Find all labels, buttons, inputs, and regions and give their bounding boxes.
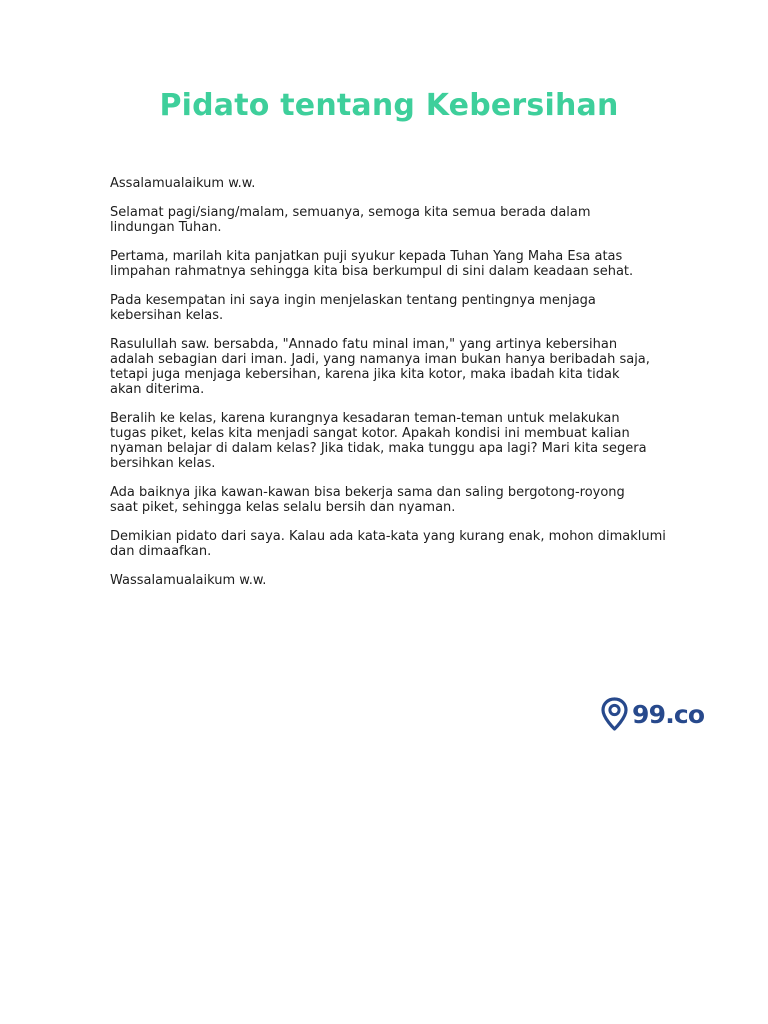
paragraph-line: saat piket, sehingga kelas selalu bersih dan nyaman. <box>110 500 456 515</box>
paragraph <box>110 485 690 515</box>
paragraph-line: nyaman belajar di dalam kelas? Jika tidak, maka tunggu apa lagi? Mari kita segera <box>110 441 647 456</box>
paragraph-line: Ada baiknya jika kawan-kawan bisa bekerja sama dan saling bergotong-royong <box>110 485 625 500</box>
paragraph-line: adalah sebagian dari iman. Jadi, yang namanya iman bukan hanya beribadah saja, <box>110 352 650 367</box>
paragraph-line: Beralih ke kelas, karena kurangnya kesadaran teman-teman untuk melakukan <box>110 411 620 426</box>
page-title: Pidato tentang Kebersihan <box>159 88 619 123</box>
paragraph-line: Selamat pagi/siang/malam, semuanya, semoga kita semua berada dalam <box>110 205 591 220</box>
paragraph-line: Rasulullah saw. bersabda, "Annado fatu minal iman," yang artinya kebersihan <box>110 337 618 352</box>
paragraph <box>110 337 690 397</box>
paragraph <box>110 411 690 471</box>
paragraph-line: tetapi juga menjaga kebersihan, karena jika kita kotor, maka ibadah kita tidak <box>110 367 620 382</box>
paragraph <box>110 249 690 279</box>
paragraph-line: Wassalamualaikum w.w. <box>110 573 267 588</box>
paragraph-line: akan diterima. <box>110 382 205 397</box>
paragraph <box>110 529 690 559</box>
paragraph <box>110 176 690 191</box>
paragraph <box>110 293 690 323</box>
paragraph-line: dan dimaafkan. <box>110 544 212 559</box>
paragraph-line: kebersihan kelas. <box>110 308 224 323</box>
document-body <box>110 176 690 602</box>
brand-logo <box>601 697 704 731</box>
paragraph-line: lindungan Tuhan. <box>110 220 222 235</box>
paragraph-line: Pertama, marilah kita panjatkan puji syukur kepada Tuhan Yang Maha Esa atas <box>110 249 623 264</box>
paragraph <box>110 205 690 235</box>
logo-text: 99.co <box>632 699 705 729</box>
paragraph-line: Pada kesempatan ini saya ingin menjelaskan tentang pentingnya menjaga <box>110 293 596 308</box>
paragraph-line: Demikian pidato dari saya. Kalau ada kata-kata yang kurang enak, mohon dimaklumi <box>110 529 666 544</box>
paragraph-line: limpahan rahmatnya sehingga kita bisa berkumpul di sini dalam keadaan sehat. <box>110 264 634 279</box>
paragraph-line: Assalamualaikum w.w. <box>110 176 256 191</box>
paragraph-line: tugas piket, kelas kita menjadi sangat kotor. Apakah kondisi ini membuat kalian <box>110 426 630 441</box>
paragraph-line: bersihkan kelas. <box>110 456 216 471</box>
location-pin-icon <box>601 697 628 731</box>
paragraph <box>110 573 690 588</box>
